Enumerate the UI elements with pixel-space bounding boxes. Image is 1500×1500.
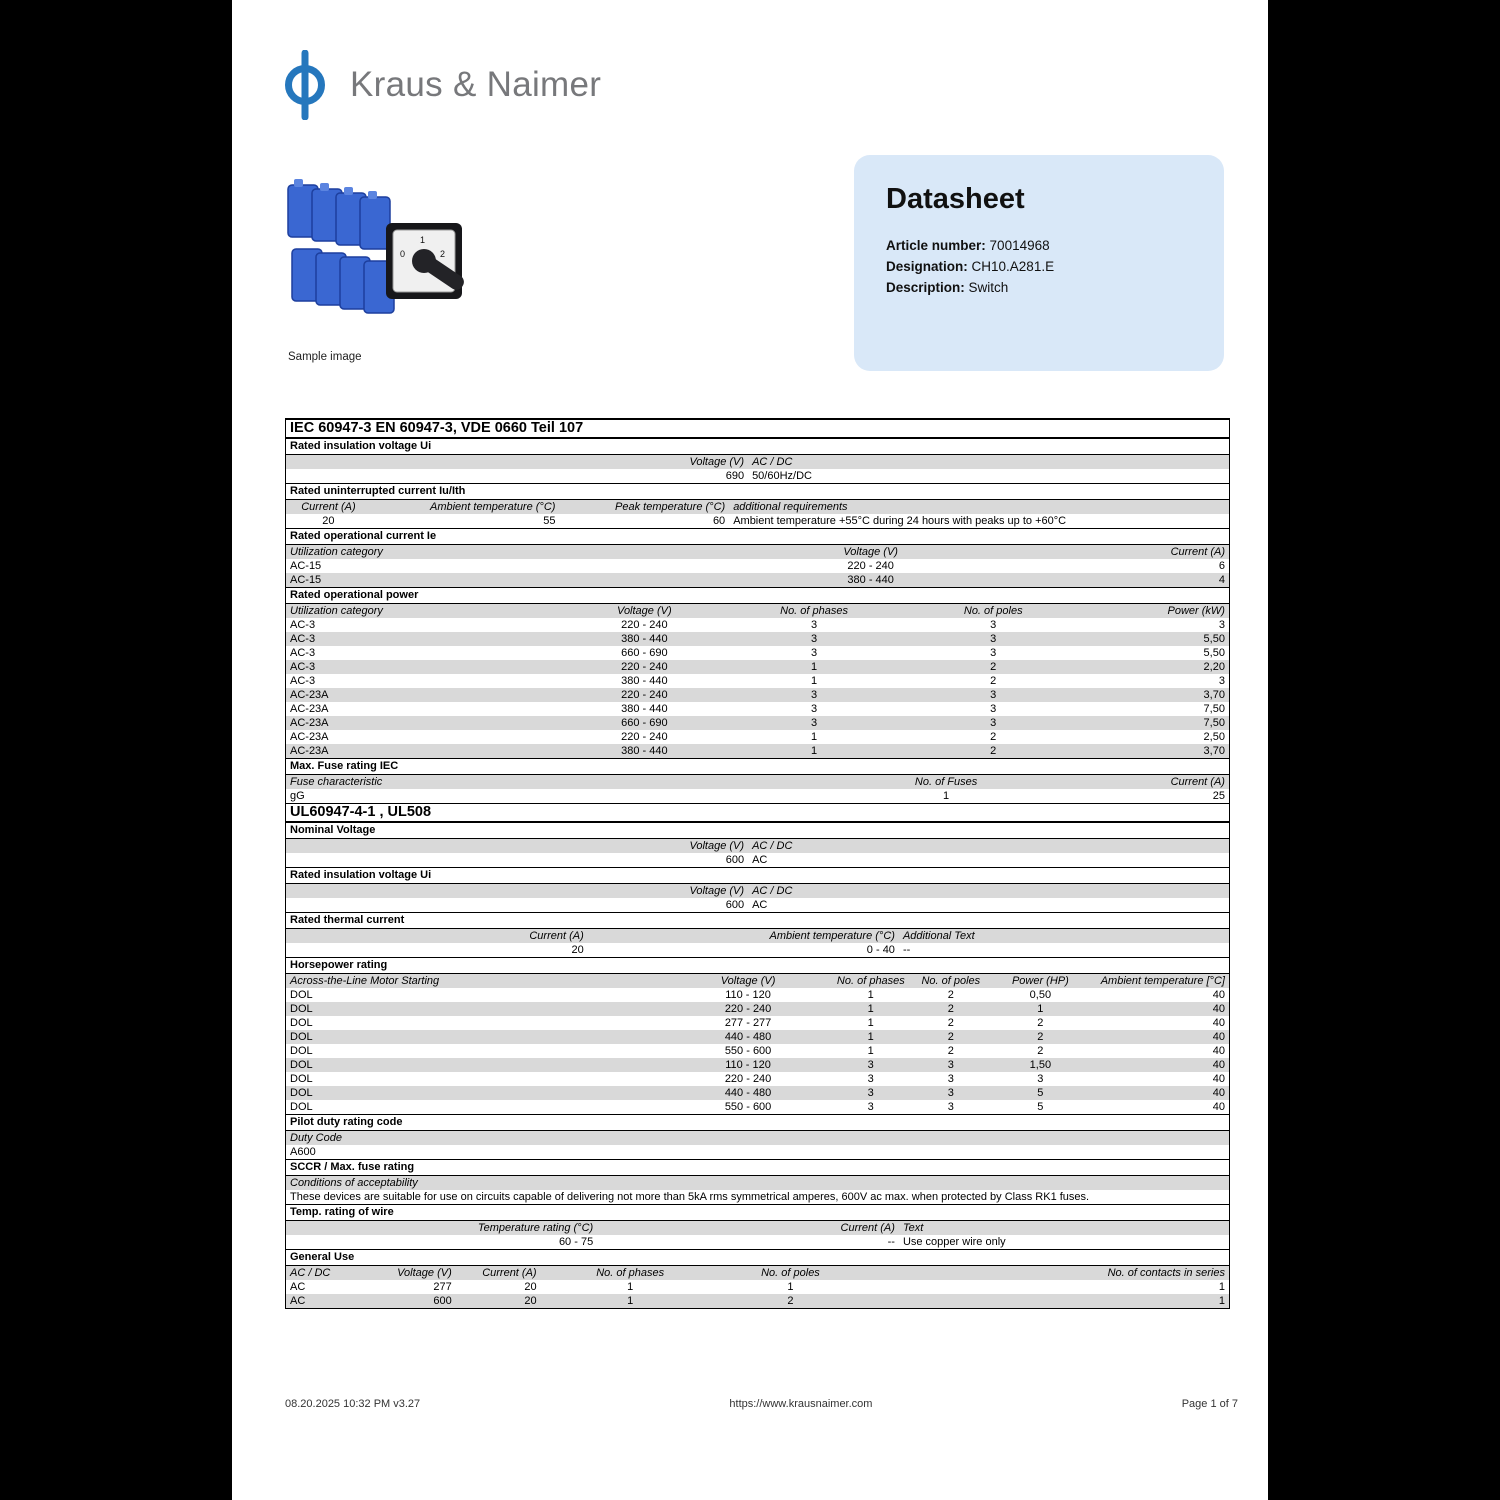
table-cell: 2 <box>990 660 997 673</box>
section-header: Rated operational current Ie <box>286 528 1229 545</box>
table-row <box>286 1058 1229 1072</box>
section-header: Rated operational power <box>286 587 1229 604</box>
table-cell: -- <box>902 943 911 956</box>
table-cell: 3 <box>947 1072 954 1085</box>
table-cell: 1 <box>943 789 950 802</box>
table-cell: Temperature rating (°C) <box>477 1221 594 1234</box>
table-cell: Ambient temperature +55°C during 24 hours with peaks up to +60°C <box>733 514 1067 527</box>
datasheet-card <box>854 155 1224 371</box>
table-cell: Voltage (V) <box>843 545 898 558</box>
table-cell: 1 <box>1218 1294 1225 1307</box>
table-cell: Utilization category <box>290 545 383 558</box>
table-cell: Voltage (V) <box>720 974 776 987</box>
column-header-row <box>286 1131 1229 1145</box>
section-header: Pilot duty rating code <box>286 1114 1229 1131</box>
table-cell: 1 <box>867 988 874 1001</box>
table-cell: No. of Fuses <box>914 775 978 788</box>
table-cell: 440 - 480 <box>724 1030 772 1043</box>
table-cell: 1 <box>787 1280 794 1293</box>
table-cell: 550 - 600 <box>724 1044 772 1057</box>
table-cell: 3 <box>947 1086 954 1099</box>
brand-name: Kraus & Naimer <box>350 65 602 104</box>
table-cell: 3 <box>1218 618 1225 631</box>
table-cell: No. of poles <box>921 974 981 987</box>
column-header-row <box>286 775 1229 789</box>
table-cell: 3,70 <box>1203 744 1225 757</box>
table-cell: AC-3 <box>290 660 316 673</box>
table-row <box>286 1002 1229 1016</box>
section-header: Rated thermal current <box>286 912 1229 929</box>
table-cell: Current (A) <box>529 929 584 942</box>
table-cell: 1 <box>627 1294 634 1307</box>
table-cell: 3 <box>990 688 997 701</box>
table-cell: 110 - 120 <box>725 1058 771 1071</box>
table-cell: DOL <box>290 1016 313 1029</box>
table-cell: 1 <box>867 1016 874 1029</box>
phi-logo-icon <box>282 50 328 120</box>
table-cell: AC-3 <box>290 632 316 645</box>
table-cell: 600 <box>725 853 745 866</box>
table-cell: 2 <box>990 674 997 687</box>
table-cell: 1 <box>811 744 818 757</box>
table-cell: 6 <box>1218 559 1225 572</box>
section-header: Max. Fuse rating IEC <box>286 758 1229 775</box>
table-cell: 1 <box>867 1002 874 1015</box>
designation-label: Designation: <box>886 258 968 274</box>
table-cell: Voltage (V) <box>397 1266 452 1279</box>
table-cell: DOL <box>290 1100 313 1113</box>
table-cell: Utilization category <box>290 604 383 617</box>
table-cell: DOL <box>290 1072 313 1085</box>
table-cell: 2 <box>1037 1044 1044 1057</box>
product-image <box>282 163 472 343</box>
table-cell: AC-15 <box>290 559 322 572</box>
table-cell: 3 <box>867 1100 874 1113</box>
table-row <box>286 1030 1229 1044</box>
article-number-row <box>886 236 1192 257</box>
table-cell: 5,50 <box>1203 632 1225 645</box>
svg-text:0: 0 <box>400 249 406 259</box>
table-cell: 25 <box>1212 789 1225 802</box>
table-cell: 2 <box>990 744 997 757</box>
table-cell: 3 <box>811 618 818 631</box>
description-label: Description: <box>886 279 965 295</box>
table-cell: 550 - 600 <box>724 1100 772 1113</box>
table-cell: 220 - 240 <box>621 660 668 673</box>
table-cell: 1,50 <box>1029 1058 1052 1071</box>
column-header-row <box>286 1176 1229 1190</box>
section-header: General Use <box>286 1249 1229 1266</box>
svg-text:1: 1 <box>420 235 426 245</box>
table-cell: Use copper wire only <box>902 1235 1006 1248</box>
table-cell: AC-3 <box>290 618 316 631</box>
table-cell: AC-3 <box>290 674 316 687</box>
table-row <box>286 632 1229 646</box>
section-header: Nominal Voltage <box>286 822 1229 839</box>
column-header-row <box>286 884 1229 898</box>
column-header-row <box>286 929 1229 943</box>
table-cell: AC-23A <box>290 730 329 743</box>
column-header-row <box>286 604 1229 618</box>
table-cell: 3 <box>811 702 818 715</box>
table-cell: AC / DC <box>290 1266 331 1279</box>
table-cell: AC-23A <box>290 688 329 701</box>
table-cell: 5 <box>1037 1086 1044 1099</box>
footer-datetime: 08.20.2025 10:32 PM v3.27 <box>285 1398 421 1410</box>
table-cell: AC / DC <box>752 884 793 897</box>
table-cell: No. of phases <box>836 974 905 987</box>
table-cell: 690 <box>725 469 745 482</box>
standard-header: IEC 60947-3 EN 60947-3, VDE 0660 Teil 107 <box>286 419 1229 438</box>
table-cell: Current (A) <box>301 500 356 513</box>
table-cell: 220 - 240 <box>724 1072 772 1085</box>
article-number-value: 70014968 <box>989 238 1050 253</box>
designation-row <box>886 257 1192 278</box>
table-cell: 60 <box>712 514 726 527</box>
table-row <box>286 744 1229 758</box>
table-cell: 3 <box>811 716 818 729</box>
table-row <box>286 688 1229 702</box>
table-cell: 1 <box>811 674 818 687</box>
table-cell: 50/60Hz/DC <box>752 469 812 482</box>
table-cell: Voltage (V) <box>689 839 745 852</box>
table-cell: AC-23A <box>290 702 329 715</box>
table-cell: 1 <box>811 660 818 673</box>
table-cell: 20 <box>322 514 335 527</box>
table-row <box>286 1044 1229 1058</box>
table-cell: AC-23A <box>290 716 329 729</box>
table-cell: 2 <box>947 1044 954 1057</box>
table-cell: 3 <box>867 1086 874 1099</box>
table-cell: AC <box>752 853 768 866</box>
page-footer <box>285 1398 1238 1410</box>
table-cell: Voltage (V) <box>689 455 745 468</box>
table-cell: DOL <box>290 1002 313 1015</box>
table-cell: DOL <box>290 1044 313 1057</box>
card-title: Datasheet <box>886 183 1025 215</box>
table-cell: 3 <box>990 618 997 631</box>
table-cell: Duty Code <box>290 1131 342 1144</box>
table-cell: 440 - 480 <box>724 1086 772 1099</box>
table-cell: Voltage (V) <box>689 884 745 897</box>
section-header: Temp. rating of wire <box>286 1204 1229 1221</box>
table-cell: 600 <box>725 898 745 911</box>
table-cell: 380 - 440 <box>621 632 668 645</box>
table-cell: 1 <box>1037 1002 1044 1015</box>
sample-image-caption: Sample image <box>288 351 362 363</box>
column-header-row <box>286 1266 1229 1280</box>
table-row <box>286 573 1229 587</box>
table-cell: 660 - 690 <box>621 646 668 659</box>
table-cell: 2 <box>947 988 954 1001</box>
table-cell: AC <box>290 1280 306 1293</box>
column-header-row <box>286 455 1229 469</box>
table-row <box>286 1072 1229 1086</box>
table-cell: Ambient temperature (°C) <box>430 500 556 513</box>
table-row <box>286 898 1229 912</box>
table-row <box>286 988 1229 1002</box>
table-cell: 220 - 240 <box>621 618 668 631</box>
table-cell: Current (A) <box>482 1266 537 1279</box>
table-cell: 3 <box>867 1072 874 1085</box>
table-row <box>286 943 1229 957</box>
table-row <box>286 1294 1229 1308</box>
table-cell: 2,50 <box>1203 730 1225 743</box>
table-row <box>286 1190 1229 1204</box>
switch-product-graphic <box>282 163 472 343</box>
table-row <box>286 674 1229 688</box>
table-cell: 2 <box>947 1030 954 1043</box>
table-row <box>286 789 1229 803</box>
table-cell: 220 - 240 <box>621 688 668 701</box>
table-cell: Conditions of acceptability <box>290 1176 418 1189</box>
table-cell: DOL <box>290 1030 313 1043</box>
table-cell: 20 <box>524 1280 537 1293</box>
table-cell: Power (HP) <box>1011 974 1069 987</box>
column-header-row <box>286 974 1229 988</box>
table-cell: 3 <box>811 632 818 645</box>
table-cell: 3 <box>867 1058 874 1071</box>
table-cell: 7,50 <box>1203 716 1225 729</box>
spec-table <box>285 418 1230 1309</box>
description-value: Switch <box>968 279 1009 295</box>
table-row <box>286 1016 1229 1030</box>
brand-logo <box>282 50 601 120</box>
section-header: Rated insulation voltage Ui <box>286 867 1229 884</box>
table-cell: 380 - 440 <box>621 674 668 687</box>
table-cell: Additional Text <box>902 929 975 942</box>
table-cell: 40 <box>1212 988 1225 1001</box>
table-cell: 5,50 <box>1203 646 1225 659</box>
table-cell: Across-the-Line Motor Starting <box>290 974 440 987</box>
table-cell: 20 <box>524 1294 537 1307</box>
table-cell: 3 <box>811 688 818 701</box>
article-number-label: Article number: <box>886 238 986 253</box>
table-cell: Fuse characteristic <box>290 775 383 788</box>
footer-url: https://www.krausnaimer.com <box>729 1398 873 1410</box>
table-cell: 40 <box>1212 1016 1225 1029</box>
table-cell: 1 <box>627 1280 634 1293</box>
table-cell: No. of phases <box>780 604 848 617</box>
table-row <box>286 1100 1229 1114</box>
column-header-row <box>286 1221 1229 1235</box>
table-cell: These devices are suitable for use on circuits capable of delivering not more than 5kA rms symmetrical amperes, 600V ac max. when protected by Class RK1 fuses. <box>290 1190 1090 1203</box>
column-header-row <box>286 500 1229 514</box>
table-cell: Ambient temperature (°C) <box>769 929 895 942</box>
table-cell: 0,50 <box>1029 988 1052 1001</box>
table-cell: 2 <box>1037 1030 1044 1043</box>
table-cell: 3 <box>990 702 997 715</box>
table-cell: Current (A) <box>1170 545 1225 558</box>
table-cell: 20 <box>571 943 584 956</box>
section-header: Rated uninterrupted current Iu/Ith <box>286 483 1229 500</box>
table-cell: 40 <box>1212 1100 1225 1113</box>
table-row <box>286 853 1229 867</box>
table-cell: gG <box>290 789 305 802</box>
footer-page-number: Page 1 of 7 <box>1181 1398 1238 1410</box>
table-cell: 1 <box>867 1030 874 1043</box>
table-row <box>286 730 1229 744</box>
table-cell: 220 - 240 <box>847 559 894 572</box>
table-cell: 600 <box>433 1294 452 1307</box>
table-cell: 40 <box>1212 1072 1225 1085</box>
table-cell: 2 <box>947 1016 954 1029</box>
table-cell: Voltage (V) <box>617 604 672 617</box>
table-cell: 3 <box>990 646 997 659</box>
table-cell: 0 - 40 <box>866 943 895 956</box>
table-cell: 40 <box>1212 1058 1225 1071</box>
table-cell: 40 <box>1212 1086 1225 1099</box>
table-cell: 3 <box>990 716 997 729</box>
table-cell: 3 <box>1037 1072 1044 1085</box>
description-row <box>886 278 1192 299</box>
table-cell: 5 <box>1037 1100 1044 1113</box>
standard-header: UL60947-4-1 , UL508 <box>286 803 1229 822</box>
table-cell: Current (A) <box>840 1221 895 1234</box>
table-cell: 110 - 120 <box>725 988 771 1001</box>
table-row <box>286 1235 1229 1249</box>
table-cell: 40 <box>1212 1002 1225 1015</box>
section-header: SCCR / Max. fuse rating <box>286 1159 1229 1176</box>
table-cell: 380 - 440 <box>847 573 894 586</box>
table-cell: additional requirements <box>733 500 848 513</box>
table-cell: 3,70 <box>1203 688 1225 701</box>
table-cell: 3 <box>811 646 818 659</box>
table-cell: 7,50 <box>1203 702 1225 715</box>
table-cell: 2,20 <box>1203 660 1225 673</box>
table-cell: DOL <box>290 1086 313 1099</box>
table-cell: 55 <box>543 514 556 527</box>
table-cell: 220 - 240 <box>621 730 668 743</box>
table-row <box>286 1145 1229 1159</box>
column-header-row <box>286 545 1229 559</box>
table-cell: No. of phases <box>596 1266 665 1279</box>
table-cell: 1 <box>811 730 818 743</box>
table-cell: No. of poles <box>761 1266 820 1279</box>
table-cell: 3 <box>947 1100 954 1113</box>
table-cell: DOL <box>290 1058 313 1071</box>
section-header: Horsepower rating <box>286 957 1229 974</box>
table-cell: 40 <box>1212 1030 1225 1043</box>
table-cell: AC / DC <box>752 839 793 852</box>
section-header: Rated insulation voltage Ui <box>286 438 1229 455</box>
table-cell: 2 <box>787 1294 794 1307</box>
table-row <box>286 716 1229 730</box>
table-row <box>286 618 1229 632</box>
table-row <box>286 469 1229 483</box>
table-cell: 380 - 440 <box>621 702 668 715</box>
table-cell: Ambient temperature [°C] <box>1100 974 1225 987</box>
table-cell: 220 - 240 <box>724 1002 772 1015</box>
table-cell: Power (kW) <box>1167 604 1225 617</box>
table-cell: 60 - 75 <box>558 1235 594 1248</box>
table-cell: Current (A) <box>1170 775 1225 788</box>
table-cell: No. of poles <box>963 604 1023 617</box>
table-row <box>286 646 1229 660</box>
table-cell: No. of contacts in series <box>1107 1266 1225 1279</box>
table-cell: 380 - 440 <box>621 744 668 757</box>
table-cell: AC / DC <box>752 455 793 468</box>
table-cell: AC-3 <box>290 646 316 659</box>
designation-value: CH10.A281.E <box>971 258 1055 274</box>
table-cell: 277 <box>433 1280 452 1293</box>
table-cell: 1 <box>1218 1280 1225 1293</box>
table-cell: 3 <box>990 632 997 645</box>
table-cell: 277 - 277 <box>724 1016 772 1029</box>
svg-text:2: 2 <box>440 249 446 259</box>
table-cell: 1 <box>867 1044 874 1057</box>
table-cell: AC <box>752 898 768 911</box>
table-cell: 660 - 690 <box>621 716 668 729</box>
page <box>232 0 1268 1500</box>
table-cell: 4 <box>1218 573 1225 586</box>
table-cell: AC-23A <box>290 744 329 757</box>
column-header-row <box>286 839 1229 853</box>
table-cell: A600 <box>290 1145 316 1158</box>
table-cell: AC <box>290 1294 306 1307</box>
table-cell: Peak temperature (°C) <box>615 500 726 513</box>
table-cell: 2 <box>990 730 997 743</box>
table-row <box>286 514 1229 528</box>
table-row <box>286 1280 1229 1294</box>
table-cell: Text <box>902 1221 924 1234</box>
table-row <box>286 1086 1229 1100</box>
table-cell: 40 <box>1212 1044 1225 1057</box>
table-row <box>286 559 1229 573</box>
table-cell: 3 <box>1218 674 1225 687</box>
table-cell: -- <box>887 1235 895 1248</box>
table-cell: 2 <box>947 1002 954 1015</box>
table-cell: DOL <box>290 988 313 1001</box>
table-row <box>286 660 1229 674</box>
table-row <box>286 702 1229 716</box>
table-cell: 2 <box>1037 1016 1044 1029</box>
table-cell: 3 <box>947 1058 954 1071</box>
table-cell: AC-15 <box>290 573 322 586</box>
